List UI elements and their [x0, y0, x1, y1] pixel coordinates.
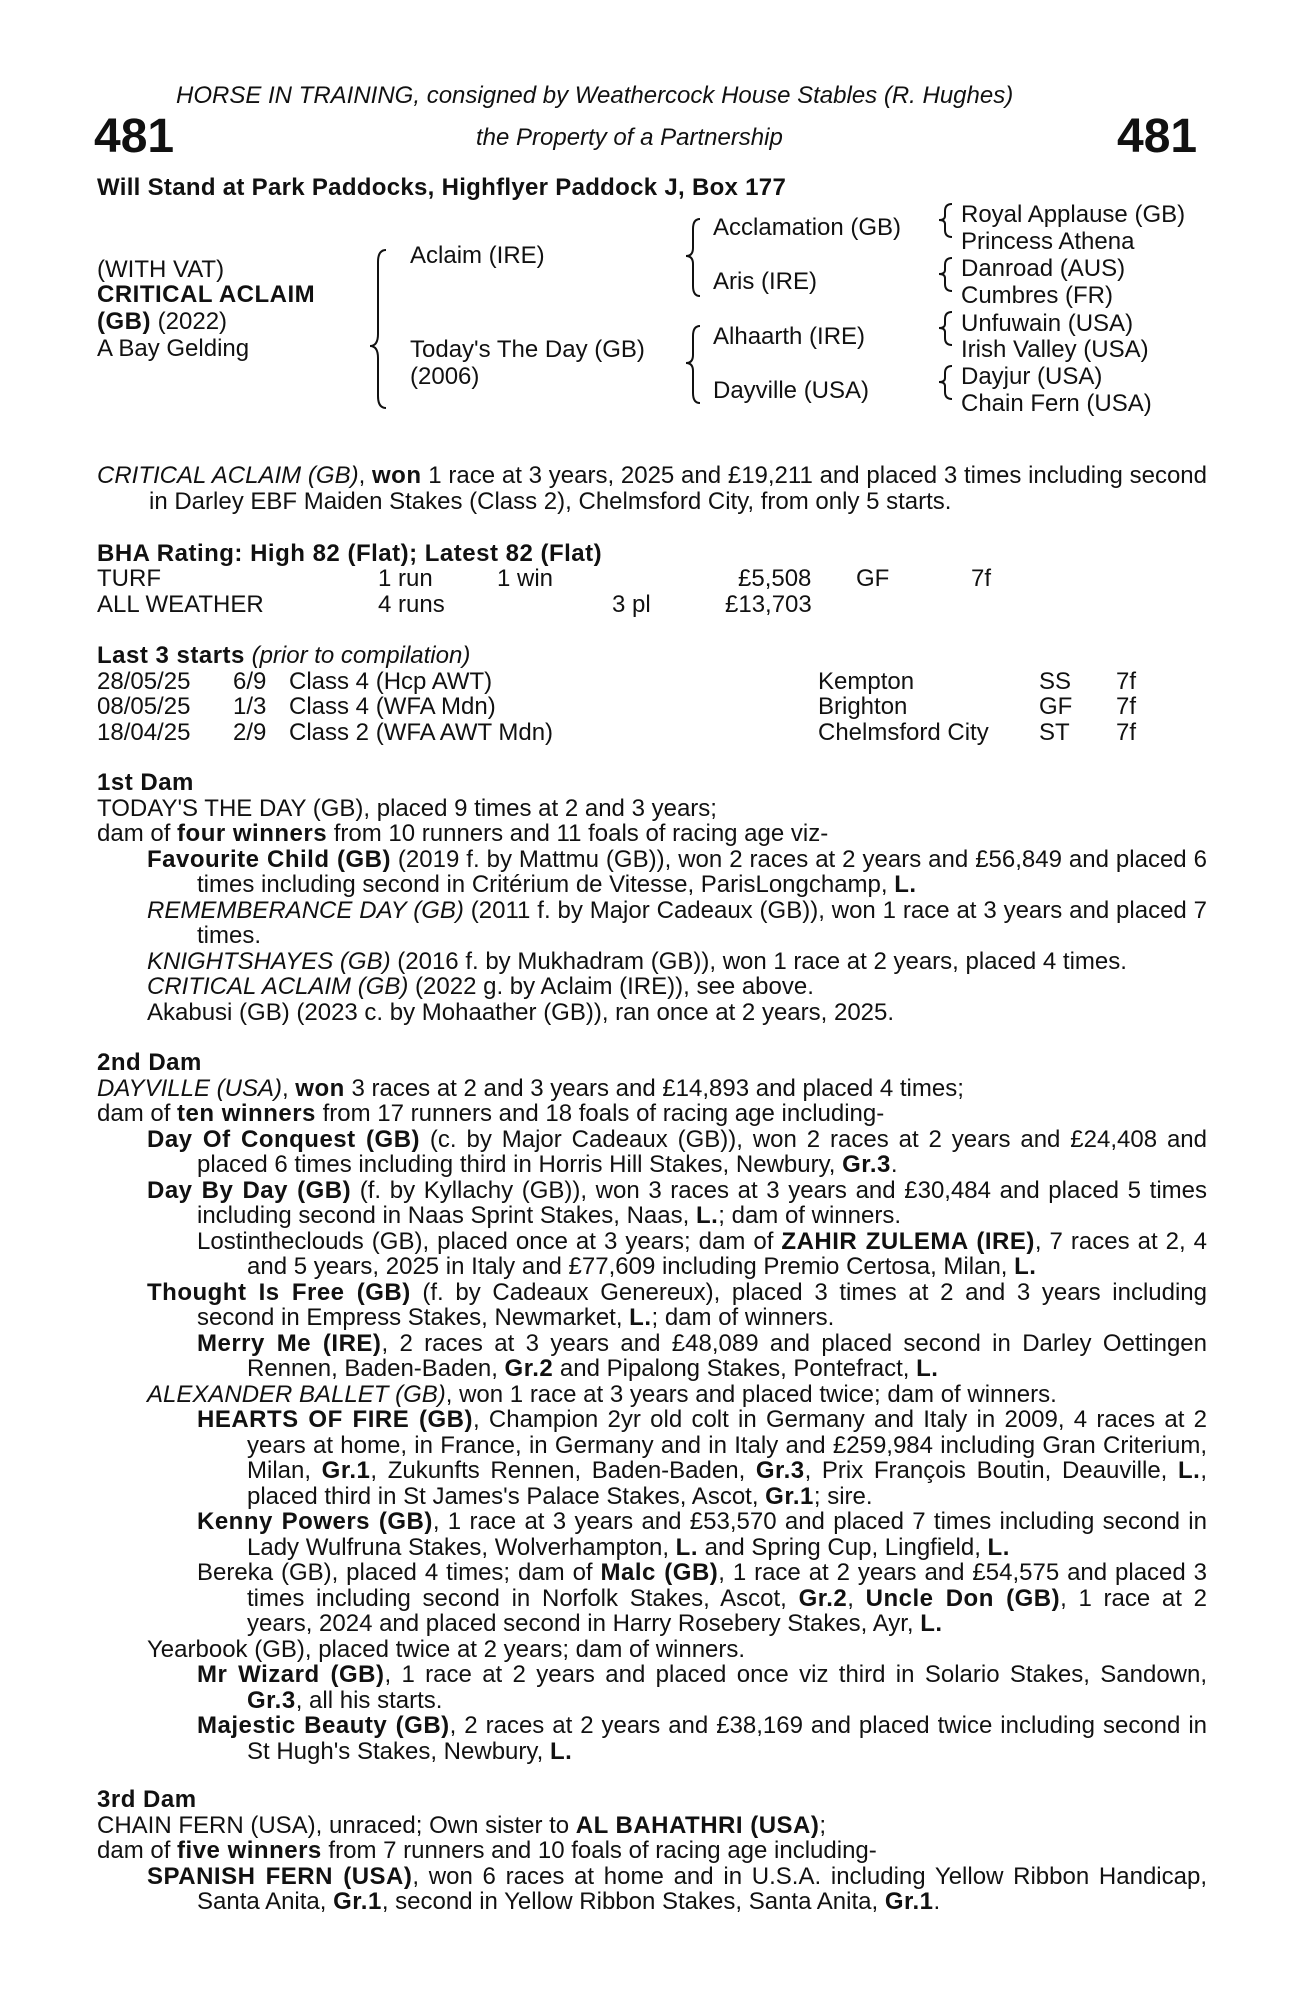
dam-sire-dam: Irish Valley (USA) — [961, 336, 1149, 363]
start-2-course: Brighton — [818, 693, 908, 720]
progeny-entry: Kenny Powers (GB), 1 race at 3 years and £53,570 and placed 7 times including second in Lady Wulfruna Stakes, Wolverhampton, L. and Spring Cup, Lingfield, L. — [197, 1508, 1207, 1561]
winners-count: four winners — [177, 820, 328, 847]
last-starts-note: (prior to compilation) — [244, 642, 471, 669]
progeny-text: (2016 f. by Mukhadram (GB)), won 1 race at 2 years, placed 4 times. — [390, 947, 1127, 975]
third-dam-title: 3rd Dam — [97, 1786, 197, 1813]
progeny-entry: Merry Me (IRE), 2 races at 3 years and £48,089 and placed second in Darley Oettingen Rennen, Baden-Baden, Gr.2 and Pipalong Stakes, Pontefract, L. — [197, 1329, 1207, 1382]
progeny-text: (2011 f. by Major Cadeaux (GB)), won 1 race at 3 years and placed 7 times. — [197, 896, 1207, 949]
rating-aw-surface: ALL WEATHER — [97, 591, 264, 618]
dam-of: dam of — [97, 820, 178, 847]
start-3-race: Class 2 (WFA AWT Mdn) — [289, 719, 554, 746]
start-2-pos: 1/3 — [233, 693, 267, 720]
progeny-entry: Thought Is Free (GB) (f. by Cadeaux Genereux), placed 3 times at 2 and 3 years including second in Empress Stakes, Newmarket, L.; dam of winners. — [147, 1278, 1207, 1331]
start-1-pos: 6/9 — [233, 668, 267, 695]
sire: Aclaim (IRE) — [410, 242, 545, 269]
progeny-text: (2022 g. by Aclaim (IRE)), see above. — [408, 973, 814, 1000]
progeny-entry — [147, 974, 1207, 1000]
vat-note: (WITH VAT) — [97, 256, 225, 283]
start-2-race: Class 4 (WFA Mdn) — [289, 693, 496, 720]
progeny-entry: Day By Day (GB) (f. by Kyllachy (GB)), won 3 races at 3 years and £30,484 and placed 5 times including second in Naas Sprint Stakes, Naas, L.; dam of winners. — [147, 1176, 1207, 1229]
start-3-dist: 7f — [1116, 719, 1137, 746]
dam-of: dam of — [97, 1100, 178, 1127]
horse-year: (2022) — [150, 308, 228, 335]
progeny-entry — [147, 898, 1207, 949]
progeny-text: (2019 f. by Mattmu (GB)), won 2 races at 2 years and £56,849 and placed 6 times including second in Critérium de Vitesse, ParisLongchamp, — [197, 845, 1207, 898]
progeny-entry: Akabusi (GB) (2023 c. by Mohaather (GB)), ran once at 2 years, 2025. — [147, 998, 895, 1026]
start-3-course: Chelmsford City — [818, 719, 989, 746]
rating-turf-surface: TURF — [97, 565, 161, 592]
start-2-dist: 7f — [1116, 693, 1137, 720]
consignor-line: HORSE IN TRAINING, consigned by Weathercock House Stables (R. Hughes) — [176, 82, 1014, 109]
runners-text: from 10 runners and 11 foals of racing age viz- — [327, 820, 829, 847]
runners-text: from 17 runners and 18 foals of racing age including- — [315, 1100, 885, 1127]
progeny-name: REMEMBERANCE DAY (GB) — [147, 896, 464, 924]
summary-won: won — [372, 462, 422, 489]
progeny-entry — [147, 847, 1207, 898]
sire-dam: Aris (IRE) — [713, 268, 817, 295]
won-label: won — [295, 1074, 345, 1102]
grade-label: L. — [894, 871, 917, 898]
sire-sire-sire: Royal Applause (GB) — [961, 201, 1186, 228]
start-3-going: ST — [1039, 719, 1070, 746]
rating-turf-going: GF — [856, 565, 890, 592]
first-dam-title: 1st Dam — [97, 769, 194, 796]
horse-origin: (GB) — [97, 308, 151, 335]
horse-name: CRITICAL ACLAIM — [97, 281, 316, 308]
progeny-entry: Majestic Beauty (GB), 2 races at 2 years and £38,169 and placed twice including second in St Hugh's Stakes, Newbury, L. — [197, 1712, 1207, 1765]
progeny-name: CRITICAL ACLAIM (GB) — [147, 973, 409, 1000]
dam-dam-dam: Chain Fern (USA) — [961, 390, 1152, 417]
rating-aw-prize: £13,703 — [725, 591, 812, 618]
last-starts-title: Last 3 starts — [97, 642, 245, 669]
horse-description: A Bay Gelding — [97, 335, 250, 362]
start-3-date: 18/04/25 — [97, 719, 191, 746]
summary-text: 1 race at 3 years, 2025 and £19,211 and placed 3 times including second in Darley EBF Maiden Stakes (Class 2), Chelmsford City, from only 5 starts. — [149, 462, 1207, 515]
progeny-entry: ALEXANDER BALLET (GB), won 1 race at 3 years and placed twice; dam of winners. — [147, 1380, 1057, 1408]
sire-dam-dam: Cumbres (FR) — [961, 282, 1114, 309]
dam-dam-sire: Dayjur (USA) — [961, 363, 1103, 390]
start-2-going: GF — [1039, 693, 1073, 720]
dam-sire: Alhaarth (IRE) — [713, 323, 866, 350]
dam-sire-sire: Unfuwain (USA) — [961, 310, 1134, 337]
progeny-entry — [147, 949, 1207, 975]
start-1-race: Class 4 (Hcp AWT) — [289, 668, 493, 695]
start-3-pos: 2/9 — [233, 719, 267, 746]
progeny-name: KNIGHTSHAYES (GB) — [147, 947, 391, 975]
rating-turf-dist: 7f — [971, 565, 992, 592]
rating-aw-placed: 3 pl — [612, 591, 651, 618]
first-dam-section — [97, 770, 1207, 1025]
dam: Today's The Day (GB) — [410, 336, 645, 363]
sire-sire: Acclamation (GB) — [713, 214, 902, 241]
sire-sire-dam: Princess Athena — [961, 228, 1135, 255]
lot-number-right: 481 — [1117, 110, 1198, 163]
lot-number-left: 481 — [94, 110, 175, 163]
progeny-entry: Bereka (GB), placed 4 times; dam of Malc (GB), 1 race at 2 years and £54,575 and placed 3 times including second in Norfolk Stakes, Ascot, Gr.2, Uncle Don (GB), 1 race at 2 years, 2024 and placed second in Harry Rosebery Stakes, Ayr, L. — [197, 1559, 1208, 1637]
last-starts-heading — [97, 643, 470, 669]
winners-count: ten winners — [177, 1100, 316, 1127]
progeny-entry: Mr Wizard (GB), 1 race at 2 years and placed once viz third in Solario Stakes, Sandown, Gr.3, all his starts. — [197, 1661, 1208, 1714]
start-1-going: SS — [1039, 668, 1072, 695]
start-1-dist: 7f — [1116, 668, 1137, 695]
dam-year: (2006) — [410, 363, 480, 390]
race-summary — [97, 463, 1207, 514]
bha-rating-title: BHA Rating: High 82 (Flat); Latest 82 (Flat) — [97, 540, 603, 567]
progeny-entry: Day Of Conquest (GB) (c. by Major Cadeaux (GB)), won 2 races at 2 years and £24,408 and placed 6 times including third in Horris Hill Stakes, Newbury, Gr.3. — [147, 1125, 1207, 1178]
dam-dam: Dayville (USA) — [713, 377, 870, 404]
rating-aw-runs: 4 runs — [378, 591, 445, 618]
progeny-entry: SPANISH FERN (USA), won 6 races at home and in U.S.A. including Yellow Ribbon Handicap, Santa Anita, Gr.1, second in Yellow Ribbon Stakes, Santa Anita, Gr.1. — [147, 1862, 1207, 1915]
second-dam-title: 2nd Dam — [97, 1049, 202, 1076]
start-1-date: 28/05/25 — [97, 668, 191, 695]
summary-sep: , — [358, 462, 373, 489]
second-dam-name: DAYVILLE (USA) — [97, 1074, 282, 1102]
sire-dam-sire: Danroad (AUS) — [961, 255, 1126, 282]
third-dam-section: 3rd Dam CHAIN FERN (USA), unraced; Own sister to AL BAHATHRI (USA); dam of five winners from 7 runners and 10 foals of racing age including- SPANISH FERN (USA), won 6 races at home and in U.S.A. including Yellow Ribbon Handicap, Santa Anita, Gr.1, second in Yellow Ribbon Stakes, Santa Anita, Gr.1. — [97, 1786, 1207, 1915]
second-dam-record: 3 races at 2 and 3 years and £14,893 and placed 4 times; — [344, 1074, 964, 1102]
progeny-name: Favourite Child (GB) — [147, 845, 391, 873]
rating-turf-runs: 1 run — [378, 565, 433, 592]
sep: , — [281, 1074, 296, 1102]
rating-turf-wins: 1 win — [497, 565, 554, 592]
start-1-course: Kempton — [818, 668, 915, 695]
rating-turf-prize: £5,508 — [738, 565, 812, 592]
progeny-entry: HEARTS OF FIRE (GB), Champion 2yr old colt in Germany and Italy in 2009, 4 races at 2 years at home, in France, in Germany and in Italy and £259,984 including Gran Criterium, Milan, Gr.1, Zukunfts Rennen, Baden-Baden, Gr.3, Prix François Boutin, Deauville, L., placed third in St James's Palace Stakes, Ascot, Gr.1; sire. — [197, 1406, 1208, 1510]
summary-horse: CRITICAL ACLAIM (GB) — [97, 462, 359, 489]
progeny-entry: Lostintheclouds (GB), placed once at 3 years; dam of ZAHIR ZULEMA (IRE), 7 races at 2, 4 and 5 years, 2025 in Italy and £77,609 including Premio Certosa, Milan, L. — [197, 1227, 1208, 1280]
start-2-date: 08/05/25 — [97, 693, 191, 720]
property-line: the Property of a Partnership — [476, 124, 783, 151]
stand-location: Will Stand at Park Paddocks, Highflyer Paddock J, Box 177 — [97, 174, 787, 201]
progeny-entry: Yearbook (GB), placed twice at 2 years; dam of winners. — [147, 1635, 746, 1663]
second-dam-section — [97, 1050, 1207, 1764]
first-dam-line1: TODAY'S THE DAY (GB), placed 9 times at 2 and 3 years; — [97, 794, 717, 822]
